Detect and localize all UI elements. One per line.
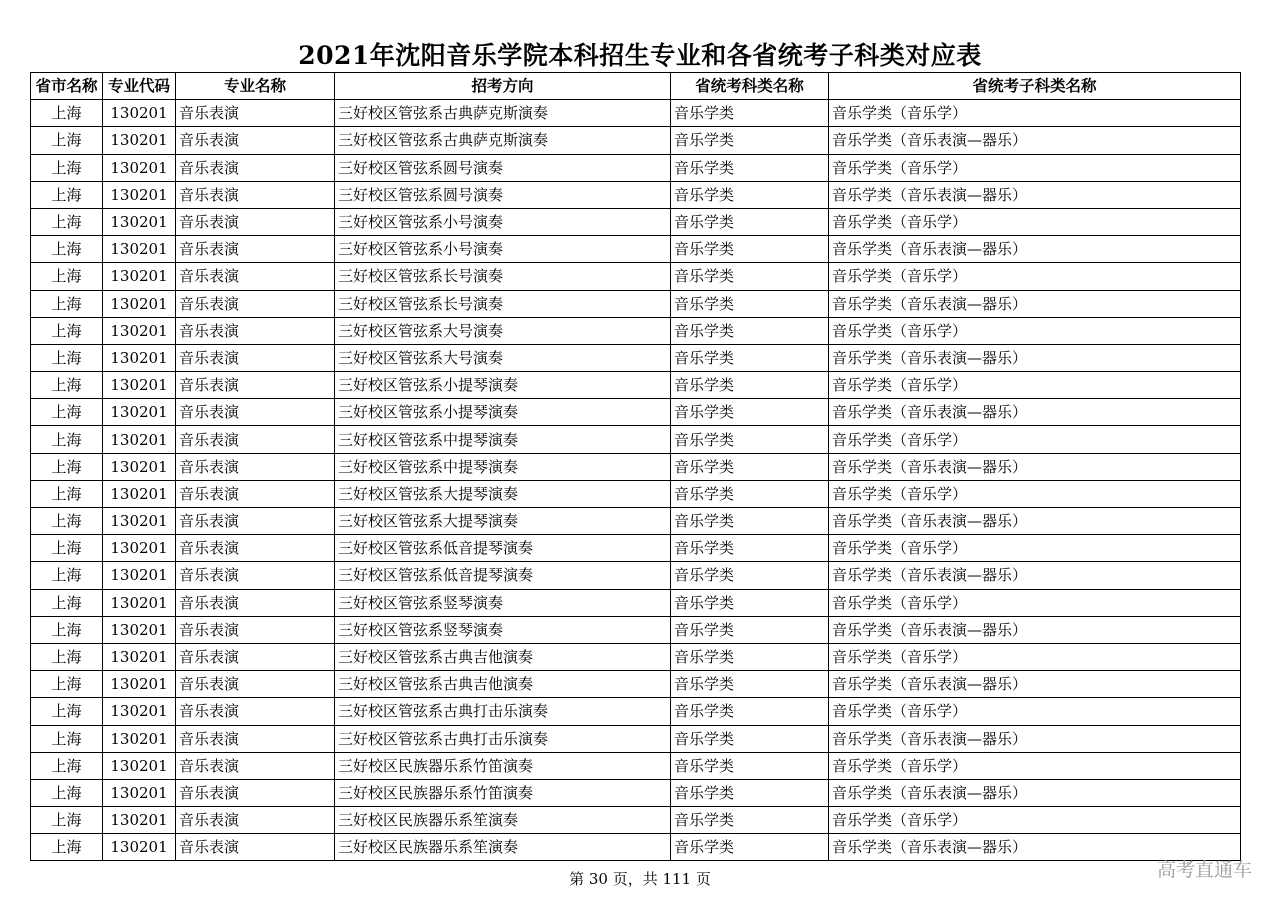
cell-province: 上海 [31,616,103,643]
page-title: 2021年沈阳音乐学院本科招生专业和各省统考子科类对应表 [298,41,982,70]
cell-direction: 三好校区管弦系大号演奏 [335,344,671,371]
table-row [31,100,1241,127]
cell-major-code: 130201 [103,480,176,507]
cell-direction: 三好校区管弦系古典吉他演奏 [335,671,671,698]
table-row [31,344,1241,371]
cell-major-name: 音乐表演 [176,562,335,589]
cell-exam-subcategory: 音乐学类（音乐学） [829,752,1241,779]
cell-exam-subcategory: 音乐学类（音乐学） [829,317,1241,344]
cell-exam-subcategory: 音乐学类（音乐学） [829,643,1241,670]
table-row [31,372,1241,399]
cell-direction: 三好校区管弦系大提琴演奏 [335,480,671,507]
cell-exam-category: 音乐学类 [671,208,829,235]
cell-major-name: 音乐表演 [176,643,335,670]
mapping-table [30,72,1241,861]
cell-exam-subcategory: 音乐学类（音乐表演—器乐） [829,508,1241,535]
cell-direction: 三好校区管弦系中提琴演奏 [335,426,671,453]
table-row [31,480,1241,507]
table-header-row [31,73,1241,100]
cell-province: 上海 [31,181,103,208]
cell-major-name: 音乐表演 [176,752,335,779]
cell-direction: 三好校区管弦系竖琴演奏 [335,589,671,616]
cell-province: 上海 [31,589,103,616]
cell-major-code: 130201 [103,508,176,535]
cell-direction: 三好校区管弦系古典打击乐演奏 [335,698,671,725]
table-row [31,779,1241,806]
table-row [31,807,1241,834]
cell-province: 上海 [31,344,103,371]
cell-province: 上海 [31,372,103,399]
cell-exam-subcategory: 音乐学类（音乐学） [829,535,1241,562]
cell-exam-subcategory: 音乐学类（音乐表演—器乐） [829,127,1241,154]
cell-direction: 三好校区管弦系大号演奏 [335,317,671,344]
table-row [31,508,1241,535]
cell-exam-subcategory: 音乐学类（音乐表演—器乐） [829,290,1241,317]
cell-major-code: 130201 [103,807,176,834]
cell-exam-subcategory: 音乐学类（音乐表演—器乐） [829,671,1241,698]
cell-exam-category: 音乐学类 [671,127,829,154]
cell-direction: 三好校区管弦系古典打击乐演奏 [335,725,671,752]
cell-province: 上海 [31,698,103,725]
cell-direction: 三好校区管弦系小号演奏 [335,208,671,235]
table-row [31,426,1241,453]
cell-exam-category: 音乐学类 [671,263,829,290]
cell-major-code: 130201 [103,372,176,399]
column-header-major-name: 专业名称 [176,73,335,100]
cell-province: 上海 [31,426,103,453]
cell-major-code: 130201 [103,317,176,344]
table-row [31,589,1241,616]
cell-province: 上海 [31,100,103,127]
cell-major-code: 130201 [103,535,176,562]
cell-major-name: 音乐表演 [176,834,335,861]
column-header-province: 省市名称 [31,73,103,100]
cell-province: 上海 [31,208,103,235]
cell-exam-category: 音乐学类 [671,589,829,616]
cell-exam-subcategory: 音乐学类（音乐表演—器乐） [829,834,1241,861]
cell-direction: 三好校区管弦系小提琴演奏 [335,399,671,426]
cell-major-code: 130201 [103,154,176,181]
cell-major-name: 音乐表演 [176,589,335,616]
cell-exam-category: 音乐学类 [671,671,829,698]
cell-exam-category: 音乐学类 [671,698,829,725]
cell-exam-subcategory: 音乐学类（音乐学） [829,589,1241,616]
cell-direction: 三好校区民族器乐系笙演奏 [335,834,671,861]
cell-exam-category: 音乐学类 [671,290,829,317]
cell-exam-category: 音乐学类 [671,181,829,208]
cell-exam-subcategory: 音乐学类（音乐学） [829,372,1241,399]
cell-major-code: 130201 [103,127,176,154]
cell-province: 上海 [31,643,103,670]
cell-direction: 三好校区管弦系竖琴演奏 [335,616,671,643]
cell-province: 上海 [31,562,103,589]
cell-major-name: 音乐表演 [176,372,335,399]
table-row [31,671,1241,698]
column-header-exam-category: 省统考科类名称 [671,73,829,100]
cell-exam-subcategory: 音乐学类（音乐表演—器乐） [829,453,1241,480]
cell-exam-category: 音乐学类 [671,834,829,861]
cell-major-code: 130201 [103,100,176,127]
cell-province: 上海 [31,508,103,535]
cell-province: 上海 [31,807,103,834]
cell-major-code: 130201 [103,589,176,616]
cell-major-name: 音乐表演 [176,181,335,208]
table-row [31,181,1241,208]
cell-exam-category: 音乐学类 [671,752,829,779]
watermark: 高考直通车 [1156,859,1252,881]
cell-direction: 三好校区管弦系古典萨克斯演奏 [335,127,671,154]
cell-major-name: 音乐表演 [176,698,335,725]
cell-exam-subcategory: 音乐学类（音乐学） [829,208,1241,235]
cell-direction: 三好校区民族器乐系竹笛演奏 [335,752,671,779]
table-row [31,236,1241,263]
cell-major-code: 130201 [103,263,176,290]
cell-direction: 三好校区管弦系低音提琴演奏 [335,562,671,589]
cell-exam-subcategory: 音乐学类（音乐表演—器乐） [829,616,1241,643]
cell-exam-subcategory: 音乐学类（音乐学） [829,807,1241,834]
cell-exam-category: 音乐学类 [671,154,829,181]
cell-exam-category: 音乐学类 [671,100,829,127]
cell-exam-subcategory: 音乐学类（音乐表演—器乐） [829,779,1241,806]
cell-major-name: 音乐表演 [176,671,335,698]
cell-province: 上海 [31,671,103,698]
cell-province: 上海 [31,127,103,154]
cell-major-code: 130201 [103,779,176,806]
cell-major-code: 130201 [103,698,176,725]
table-row [31,127,1241,154]
cell-province: 上海 [31,290,103,317]
cell-province: 上海 [31,752,103,779]
cell-exam-category: 音乐学类 [671,426,829,453]
cell-direction: 三好校区管弦系古典萨克斯演奏 [335,100,671,127]
cell-major-code: 130201 [103,344,176,371]
cell-direction: 三好校区管弦系小提琴演奏 [335,372,671,399]
cell-major-code: 130201 [103,236,176,263]
table-row [31,399,1241,426]
cell-direction: 三好校区管弦系中提琴演奏 [335,453,671,480]
cell-province: 上海 [31,154,103,181]
cell-direction: 三好校区管弦系低音提琴演奏 [335,535,671,562]
cell-major-name: 音乐表演 [176,290,335,317]
cell-exam-subcategory: 音乐学类（音乐学） [829,263,1241,290]
table-row [31,317,1241,344]
table-row [31,154,1241,181]
table-row [31,698,1241,725]
cell-major-code: 130201 [103,616,176,643]
cell-exam-category: 音乐学类 [671,344,829,371]
cell-province: 上海 [31,779,103,806]
cell-major-code: 130201 [103,671,176,698]
cell-province: 上海 [31,535,103,562]
column-header-exam-subcategory: 省统考子科类名称 [829,73,1241,100]
cell-major-name: 音乐表演 [176,535,335,562]
cell-direction: 三好校区管弦系圆号演奏 [335,181,671,208]
cell-major-name: 音乐表演 [176,779,335,806]
cell-exam-category: 音乐学类 [671,399,829,426]
cell-major-name: 音乐表演 [176,154,335,181]
cell-exam-subcategory: 音乐学类（音乐表演—器乐） [829,344,1241,371]
cell-direction: 三好校区管弦系长号演奏 [335,290,671,317]
cell-major-code: 130201 [103,399,176,426]
cell-exam-subcategory: 音乐学类（音乐学） [829,698,1241,725]
cell-major-code: 130201 [103,562,176,589]
cell-exam-category: 音乐学类 [671,807,829,834]
cell-exam-subcategory: 音乐学类（音乐表演—器乐） [829,562,1241,589]
cell-exam-category: 音乐学类 [671,236,829,263]
cell-exam-subcategory: 音乐学类（音乐学） [829,426,1241,453]
cell-major-name: 音乐表演 [176,807,335,834]
cell-direction: 三好校区民族器乐系笙演奏 [335,807,671,834]
cell-province: 上海 [31,263,103,290]
cell-major-code: 130201 [103,181,176,208]
cell-province: 上海 [31,725,103,752]
cell-exam-subcategory: 音乐学类（音乐学） [829,100,1241,127]
cell-major-name: 音乐表演 [176,127,335,154]
cell-province: 上海 [31,236,103,263]
cell-major-code: 130201 [103,426,176,453]
cell-exam-category: 音乐学类 [671,480,829,507]
cell-exam-subcategory: 音乐学类（音乐表演—器乐） [829,725,1241,752]
cell-major-name: 音乐表演 [176,344,335,371]
cell-exam-subcategory: 音乐学类（音乐表演—器乐） [829,399,1241,426]
cell-major-name: 音乐表演 [176,236,335,263]
cell-direction: 三好校区管弦系长号演奏 [335,263,671,290]
cell-direction: 三好校区管弦系大提琴演奏 [335,508,671,535]
cell-major-code: 130201 [103,290,176,317]
cell-major-name: 音乐表演 [176,508,335,535]
cell-major-code: 130201 [103,643,176,670]
cell-province: 上海 [31,399,103,426]
cell-province: 上海 [31,480,103,507]
cell-major-name: 音乐表演 [176,100,335,127]
cell-province: 上海 [31,317,103,344]
cell-exam-subcategory: 音乐学类（音乐表演—器乐） [829,181,1241,208]
cell-exam-subcategory: 音乐学类（音乐学） [829,154,1241,181]
cell-exam-category: 音乐学类 [671,725,829,752]
cell-major-name: 音乐表演 [176,317,335,344]
cell-exam-subcategory: 音乐学类（音乐学） [829,480,1241,507]
column-header-major-code: 专业代码 [103,73,176,100]
cell-major-code: 130201 [103,752,176,779]
cell-exam-category: 音乐学类 [671,562,829,589]
table-row [31,562,1241,589]
cell-exam-category: 音乐学类 [671,535,829,562]
cell-major-name: 音乐表演 [176,616,335,643]
table-row [31,290,1241,317]
cell-exam-category: 音乐学类 [671,643,829,670]
cell-major-name: 音乐表演 [176,480,335,507]
cell-major-code: 130201 [103,725,176,752]
column-header-direction: 招考方向 [335,73,671,100]
cell-province: 上海 [31,834,103,861]
cell-direction: 三好校区管弦系圆号演奏 [335,154,671,181]
table-row [31,208,1241,235]
table-row [31,725,1241,752]
cell-major-name: 音乐表演 [176,208,335,235]
table-row [31,616,1241,643]
table-row [31,535,1241,562]
cell-major-code: 130201 [103,208,176,235]
cell-major-name: 音乐表演 [176,426,335,453]
table-row [31,263,1241,290]
cell-province: 上海 [31,453,103,480]
cell-major-name: 音乐表演 [176,399,335,426]
cell-major-name: 音乐表演 [176,453,335,480]
table-row [31,834,1241,861]
cell-major-code: 130201 [103,453,176,480]
cell-major-code: 130201 [103,834,176,861]
table-body [31,100,1241,861]
cell-exam-category: 音乐学类 [671,779,829,806]
cell-direction: 三好校区管弦系古典吉他演奏 [335,643,671,670]
cell-exam-category: 音乐学类 [671,616,829,643]
cell-exam-subcategory: 音乐学类（音乐表演—器乐） [829,236,1241,263]
page-number: 第 30 页，共 111 页 [569,870,711,888]
cell-major-name: 音乐表演 [176,263,335,290]
cell-exam-category: 音乐学类 [671,317,829,344]
cell-major-name: 音乐表演 [176,725,335,752]
cell-exam-category: 音乐学类 [671,453,829,480]
table-row [31,752,1241,779]
cell-exam-category: 音乐学类 [671,372,829,399]
cell-direction: 三好校区民族器乐系竹笛演奏 [335,779,671,806]
cell-direction: 三好校区管弦系小号演奏 [335,236,671,263]
table-row [31,453,1241,480]
table-row [31,643,1241,670]
cell-exam-category: 音乐学类 [671,508,829,535]
